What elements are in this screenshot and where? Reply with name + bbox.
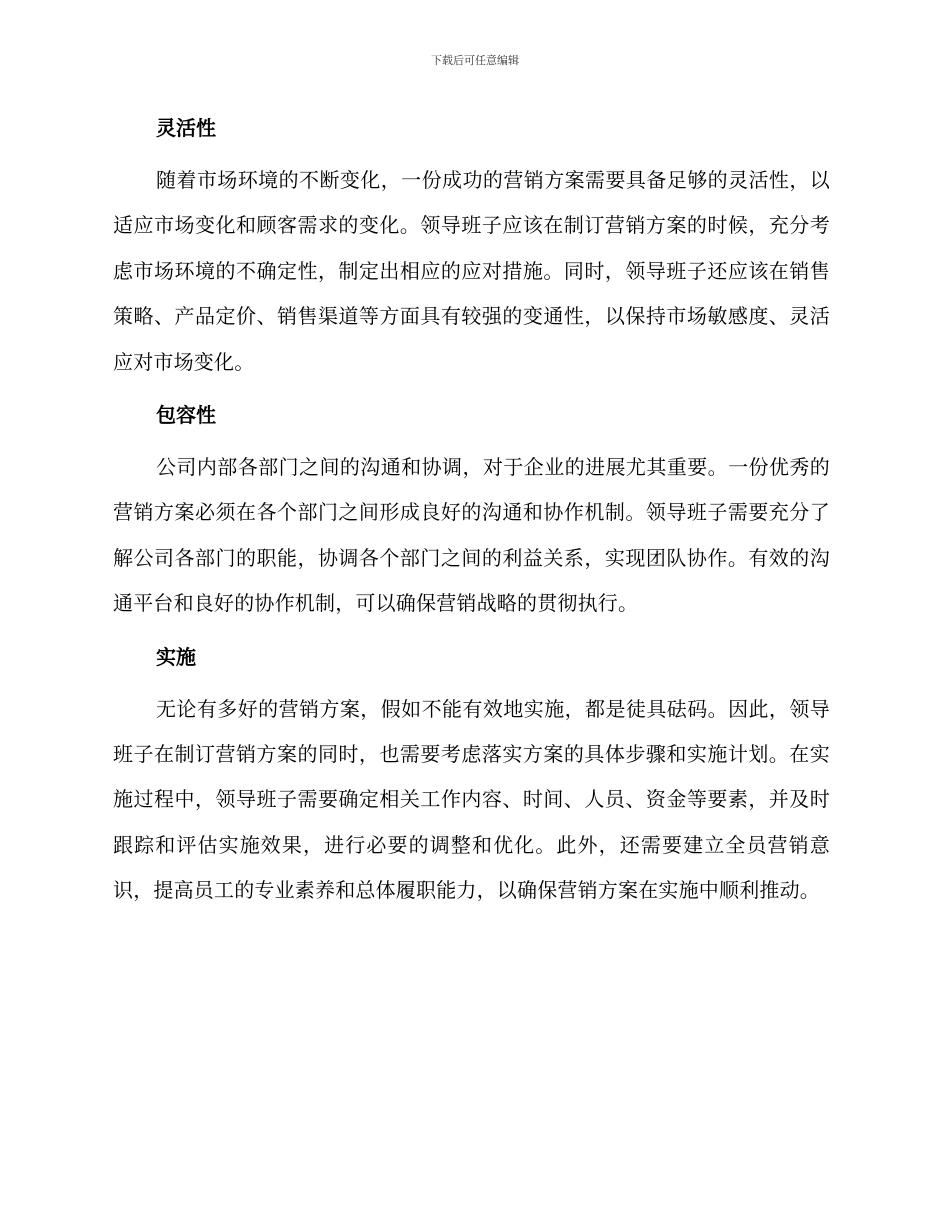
page-header: 下载后可任意编辑 <box>431 54 519 67</box>
section-paragraph: 随着市场环境的不断变化，一份成功的营销方案需要具备足够的灵活性，以适应市场变化和顾客需求的变化。领导班子应该在制订营销方案的时候，充分考虑市场环境的不确定性，制定出相应的应对措施。同时，领导班子还应该在销售策略、产品定价、销售渠道等方面具有较强的变通性，以保持市场敏感度、灵活应对市场变化。 <box>113 168 830 374</box>
section-heading: 灵活性 <box>156 116 216 140</box>
section-flexibility <box>113 108 830 385</box>
section-paragraph: 公司内部各部门之间的沟通和协调，对于企业的进展尤其重要。一份优秀的营销方案必须在各个部门之间形成良好的沟通和协作机制。领导班子需要充分了解公司各部门的职能，协调各个部门之间的利益关系，实现团队协作。有效的沟通平台和良好的协作机制，可以确保营销战略的贯彻执行。 <box>113 455 830 616</box>
document-body <box>113 108 830 924</box>
section-heading: 实施 <box>156 644 196 669</box>
section-implementation <box>113 637 830 914</box>
section-heading: 包容性 <box>156 403 216 428</box>
section-inclusiveness <box>113 395 830 627</box>
section-paragraph: 无论有多好的营销方案，假如不能有效地实施，都是徒具砝码。因此，领导班子在制订营销方案的同时，也需要考虑落实方案的具体步骤和实施计划。在实施过程中，领导班子需要确定相关工作内容、时间、人员、资金等要素，并及时跟踪和评估实施效果，进行必要的调整和优化。此外，还需要建立全员营销意识，提高员工的专业素养和总体履职能力，以确保营销方案在实施中顺利推动。 <box>113 696 830 903</box>
